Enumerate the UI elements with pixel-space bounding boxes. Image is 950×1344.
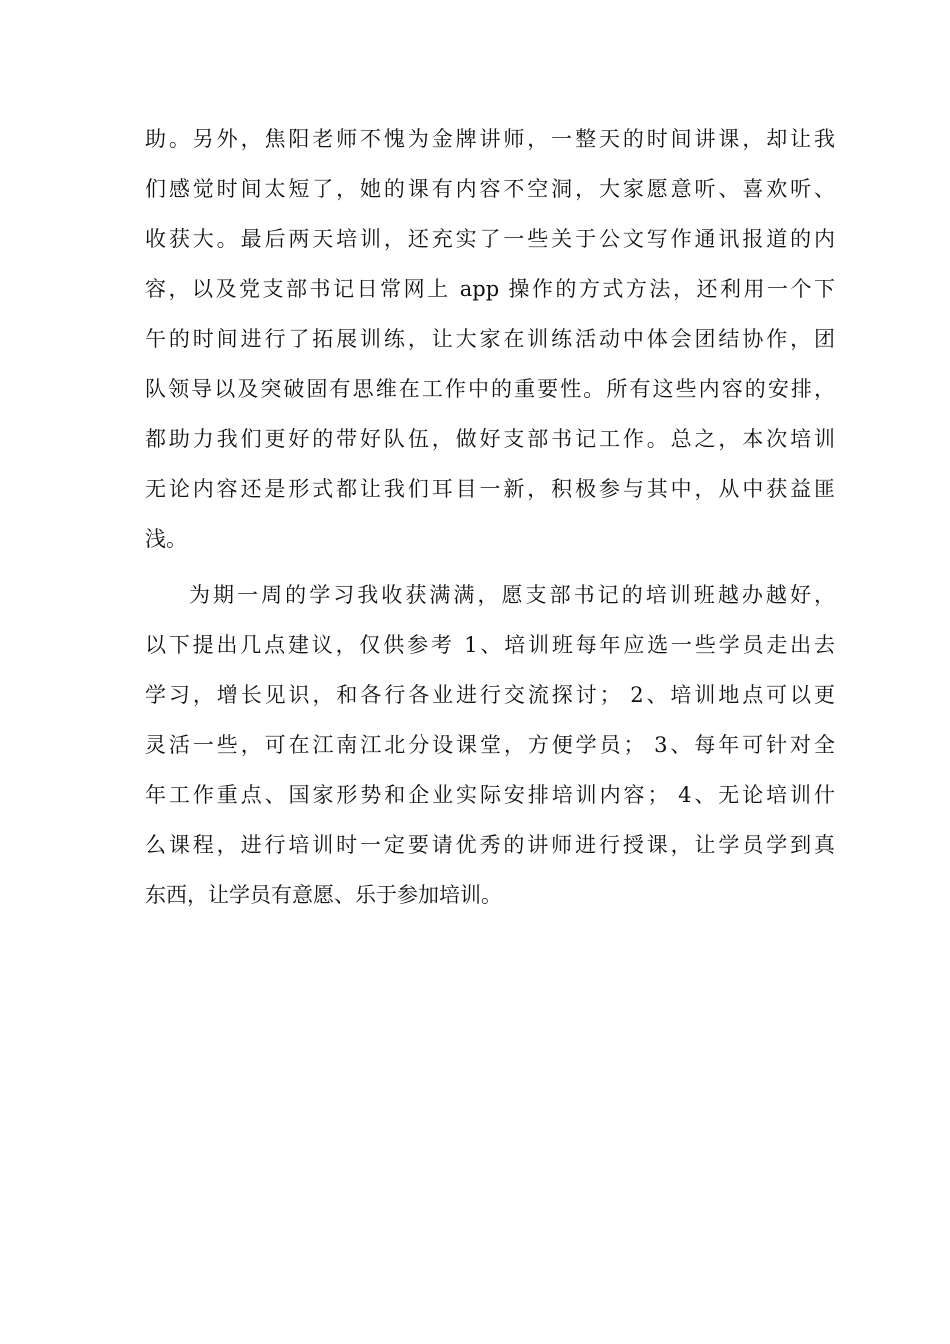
paragraph-line: 东西，让学员有意愿、乐于参加培训。 xyxy=(145,883,502,907)
paragraph-line: 以下提出几点建议，仅供参考 1、培训班每年应选一些学员走出去 xyxy=(145,633,835,657)
paragraph-line: 么课程，进行培训时一定要请优秀的讲师进行授课，让学员学到真 xyxy=(145,833,835,857)
paragraph-line: 为期一周的学习我收获满满，愿支部书记的培训班越办越好， xyxy=(189,583,835,607)
paragraph-line: 收获大。最后两天培训，还充实了一些关于公文写作通讯报道的内 xyxy=(145,227,835,251)
paragraph-line: 浅。 xyxy=(145,527,187,551)
paragraph-line: 灵活一些，可在江南江北分设课堂，方便学员； 3、每年可针对全 xyxy=(145,733,835,757)
paragraph-line: 队领导以及突破固有思维在工作中的重要性。所有这些内容的安排， xyxy=(145,377,835,401)
paragraph-line: 午的时间进行了拓展训练，让大家在训练活动中体会团结协作，团 xyxy=(145,327,835,351)
paragraph-line: 助。另外，焦阳老师不愧为金牌讲师，一整天的时间讲课，却让我 xyxy=(145,127,835,151)
paragraph-line: 容，以及党支部书记日常网上 app 操作的方式方法，还利用一个下 xyxy=(145,277,835,301)
paragraph-line: 年工作重点、国家形势和企业实际安排培训内容； 4、无论培训什 xyxy=(145,783,835,807)
paragraph-line: 无论内容还是形式都让我们耳目一新，积极参与其中，从中获益匪 xyxy=(145,477,835,501)
paragraph-line: 学习，增长见识，和各行各业进行交流探讨； 2、培训地点可以更 xyxy=(145,683,835,707)
paragraph-line: 都助力我们更好的带好队伍，做好支部书记工作。总之，本次培训 xyxy=(145,427,835,451)
paragraph-line: 们感觉时间太短了，她的课有内容不空洞，大家愿意听、喜欢听、 xyxy=(145,177,835,201)
